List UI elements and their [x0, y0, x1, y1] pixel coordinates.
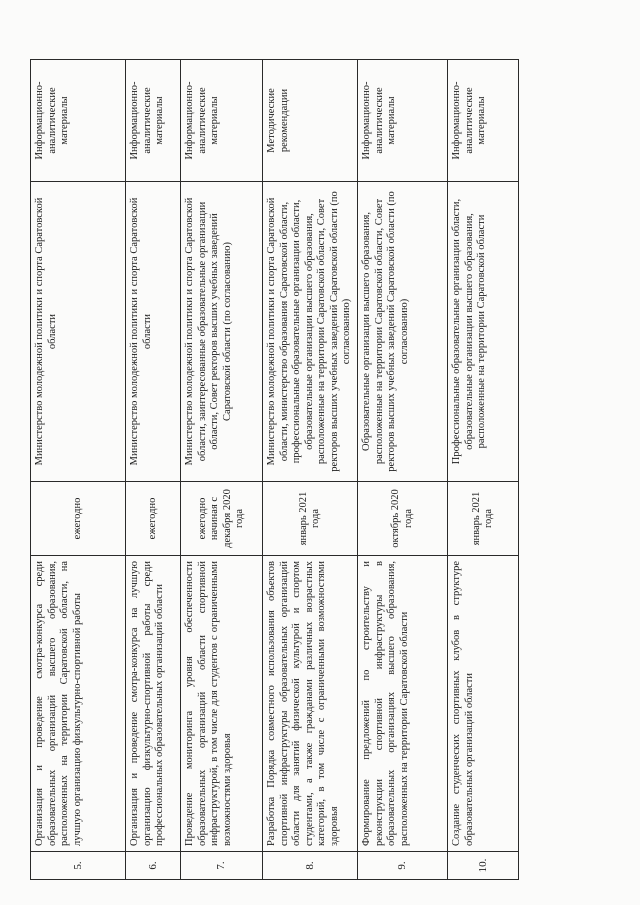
- task-cell: Формирование предложений по строительству и реконструкции спортивной инфраструктуры в образовательных организациях высшего образования, расположенных на территории Саратовской области: [358, 556, 448, 852]
- date-cell: ежегодно: [31, 482, 126, 556]
- executors-cell: Министерство молодежной политики и спорта Саратовской области, заинтересованные образовательные организации области, Совет ректоров высших учебных заведений Саратовской области (по согласованию): [181, 182, 263, 482]
- date-cell: ежегодно начиная с декабря 2020 года: [181, 482, 263, 556]
- row-number: 9.: [358, 852, 448, 880]
- task-cell: Организация и проведение смотра-конкурса на лучшую организацию физкультурно-спортивной работы среди профессиональных образовательных организаций области: [126, 556, 181, 852]
- row-number: 5.: [31, 852, 126, 880]
- table-row: [448, 60, 519, 880]
- form-cell: Информационно-аналитические материалы: [31, 60, 126, 182]
- date-cell: ежегодно: [126, 482, 181, 556]
- executors-cell: Министерство молодежной политики и спорта Саратовской области: [126, 182, 181, 482]
- date-cell: январь 2021 года: [448, 482, 519, 556]
- row-number: 6.: [126, 852, 181, 880]
- form-cell: Информационно-аналитические материалы: [181, 60, 263, 182]
- plan-table: [30, 59, 519, 880]
- executors-cell: Министерство молодежной политики и спорта Саратовской области, министерство образования Саратовской области, профессиональные образовательные организации области, образовательные организации высшего образования, расположенные на территории Саратовской области, Совет ректоров высших учебных заведений Саратовской области (по согласованию): [263, 182, 358, 482]
- table-row: [126, 60, 181, 880]
- form-cell: Информационно-аналитические материалы: [126, 60, 181, 182]
- task-cell: Разработка Порядка совместного использования объектов спортивной инфраструктуры образовательных организаций области для занятий физической культурой и спортом студентами, а также гражданами различных возрастных категорий, в том числе с ограниченными возможностями здоровья: [263, 556, 358, 852]
- table-row: [358, 60, 448, 880]
- executors-cell: Министерство молодежной политики и спорта Саратовской области: [31, 182, 126, 482]
- row-number: 7.: [181, 852, 263, 880]
- form-cell: Информационно-аналитические материалы: [448, 60, 519, 182]
- form-cell: Методические рекомендации: [263, 60, 358, 182]
- date-cell: октябрь 2020 года: [358, 482, 448, 556]
- table-row: [31, 60, 126, 880]
- table-row: [181, 60, 263, 880]
- form-cell: Информационно-аналитические материалы: [358, 60, 448, 182]
- executors-cell: Образовательные организации высшего образования, расположенные на территории Саратовской области, Совет ректоров высших учебных заведений Саратовской области (по согласованию): [358, 182, 448, 482]
- task-cell: Создание студенческих спортивных клубов в структуре образовательных организаций области: [448, 556, 519, 852]
- task-cell: Проведение мониторинга уровня обеспеченности образовательных организаций области спортивной инфраструктурой, в том числе для студентов с ограниченными возможностями здоровья: [181, 556, 263, 852]
- table-row: [263, 60, 358, 880]
- rotated-table-wrapper: [30, 60, 518, 880]
- row-number: 8.: [263, 852, 358, 880]
- date-cell: январь 2021 года: [263, 482, 358, 556]
- executors-cell: Профессиональные образовательные организации области, образовательные организации высшего образования, расположенные на территории Саратовской области: [448, 182, 519, 482]
- row-number: 10.: [448, 852, 519, 880]
- task-cell: Организация и проведение смотра-конкурса среди образовательных организаций высшего образования, расположенных на территории Саратовской области, на лучшую организацию физкультурно-спортивной работы: [31, 556, 126, 852]
